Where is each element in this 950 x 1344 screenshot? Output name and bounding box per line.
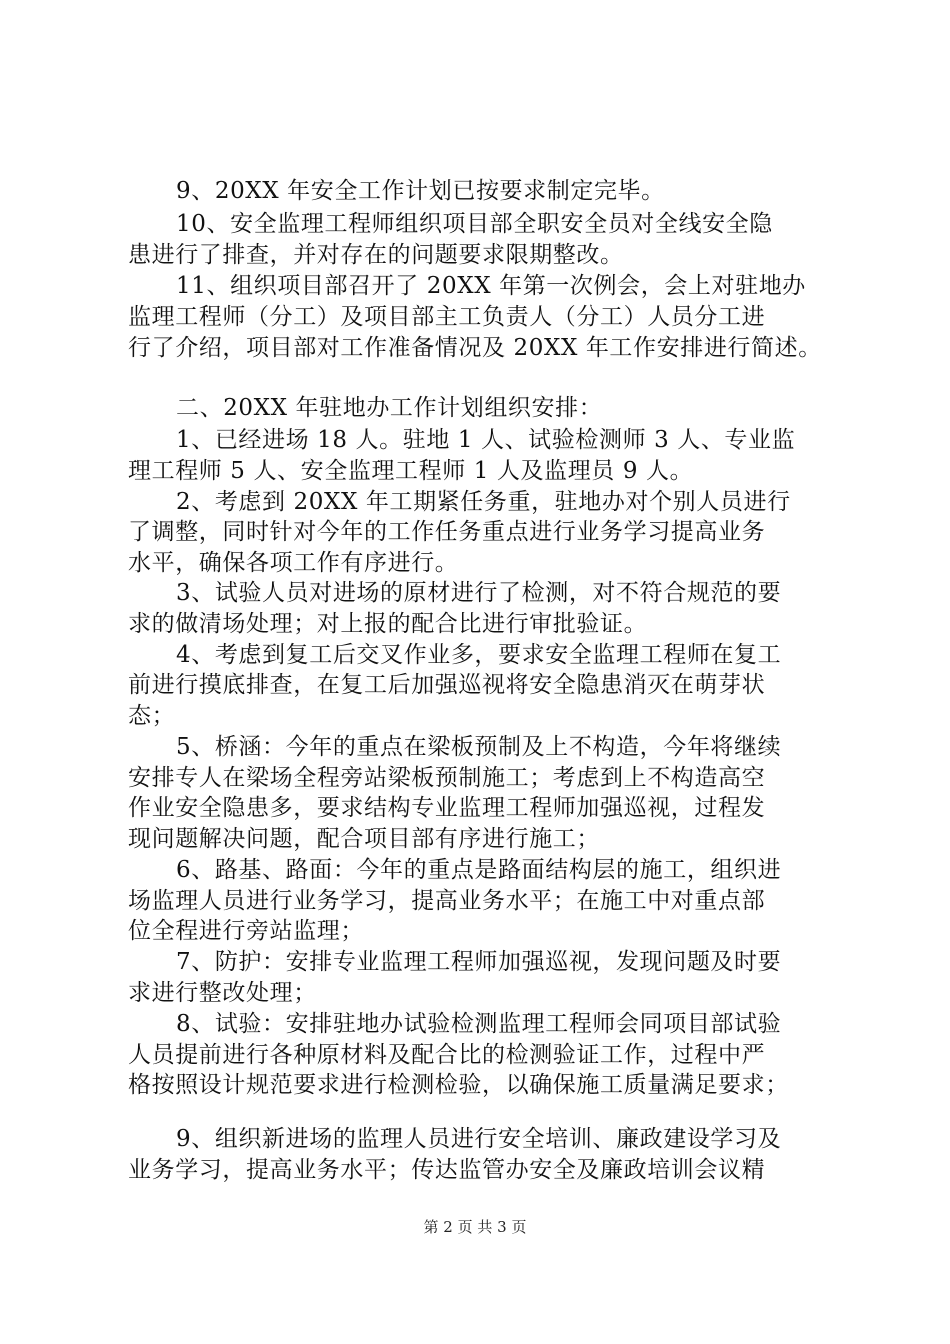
text-line: 1、已经进场 18 人。驻地 1 人、试验检测师 3 人、专业监	[176, 427, 796, 453]
text-line: 了调整，同时针对今年的工作任务重点进行业务学习提高业务	[128, 519, 766, 545]
text-line: 水平，确保各项工作有序进行。	[128, 550, 459, 576]
text-line: 患进行了排查，并对存在的问题要求限期整改。	[128, 242, 624, 268]
text-line: 监理工程师（分工）及项目部主工负责人（分工）人员分工进	[128, 304, 766, 330]
text-line: 位全程进行旁站监理；	[128, 918, 364, 944]
text-line: 业务学习，提高业务水平；传达监管办安全及廉政培训会议精	[128, 1157, 766, 1183]
text-line: 前进行摸底排查，在复工后加强巡视将安全隐患消灭在萌芽状	[128, 672, 766, 698]
text-line: 11、组织项目部召开了 20XX 年第一次例会，会上对驻地办	[176, 273, 806, 299]
text-line: 人员提前进行各种原材料及配合比的检测验证工作，过程中严	[128, 1042, 766, 1068]
section-heading: 二、20XX 年驻地办工作计划组织安排：	[176, 395, 603, 421]
text-line: 7、防护：安排专业监理工程师加强巡视，发现问题及时要	[176, 949, 782, 975]
text-line: 现问题解决问题，配合项目部有序进行施工；	[128, 826, 600, 852]
text-line: 求进行整改处理；	[128, 980, 317, 1006]
text-line: 格按照设计规范要求进行检测检验，以确保施工质量满足要求；	[128, 1072, 789, 1098]
text-line: 2、考虑到 20XX 年工期紧任务重，驻地办对个别人员进行	[176, 489, 791, 515]
text-line: 6、路基、路面：今年的重点是路面结构层的施工，组织进	[176, 857, 782, 883]
text-line: 4、考虑到复工后交叉作业多，要求安全监理工程师在复工	[176, 642, 782, 668]
text-line: 理工程师 5 人、安全监理工程师 1 人及监理员 9 人。	[128, 458, 694, 484]
text-line: 求的做清场处理；对上报的配合比进行审批验证。	[128, 611, 648, 637]
text-line: 安排专人在梁场全程旁站梁板预制施工；考虑到上不构造高空	[128, 765, 766, 791]
text-line: 态；	[128, 703, 176, 729]
text-line: 9、组织新进场的监理人员进行安全培训、廉政建设学习及	[176, 1126, 782, 1152]
text-line: 9、20XX 年安全工作计划已按要求制定完毕。	[176, 178, 665, 204]
text-line: 3、试验人员对进场的原材进行了检测，对不符合规范的要	[176, 580, 782, 606]
text-line: 10、安全监理工程师组织项目部全职安全员对全线安全隐	[176, 211, 773, 237]
text-line: 场监理人员进行业务学习，提高业务水平；在施工中对重点部	[128, 888, 766, 914]
text-line: 8、试验：安排驻地办试验检测监理工程师会同项目部试验	[176, 1011, 782, 1037]
text-line: 5、桥涵：今年的重点在梁板预制及上不构造，今年将继续	[176, 734, 782, 760]
text-line: 行了介绍，项目部对工作准备情况及 20XX 年工作安排进行简述。	[128, 335, 822, 361]
page-footer: 第 2 页 共 3 页	[423, 1218, 527, 1236]
text-line: 作业安全隐患多，要求结构专业监理工程师加强巡视，过程发	[128, 795, 766, 821]
